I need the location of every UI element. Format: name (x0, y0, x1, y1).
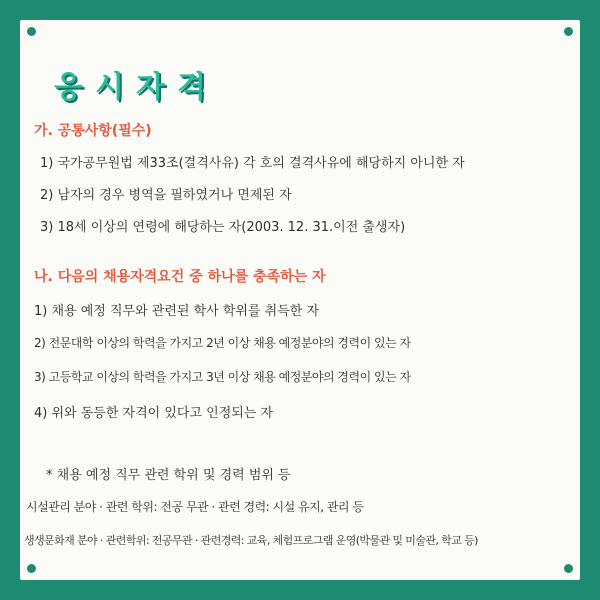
note-row-heritage: 생생문화재 분야 · 관련학위: 전공무관 · 관련경력: 교육, 체험프로그램 운영(박물관 및 미술관, 학교 등) (24, 534, 478, 547)
corner-dot (564, 27, 573, 36)
section-a-item-2: 2) 남자의 경우 병역을 필하였거나 면제된 자 (40, 188, 292, 203)
note-row-facility: 시설관리 분야 · 관련 학위: 전공 무관 · 관련 경력: 시설 유지, 관리 등 (26, 500, 364, 514)
section-a-heading: 가. 공통사항(필수) (34, 123, 152, 139)
section-b-heading: 나. 다음의 채용자격요건 중 하나를 충족하는 자 (34, 269, 326, 285)
section-b-item-3: 3) 고등학교 이상의 학력을 가지고 3년 이상 채용 예정분야의 경력이 있는 자 (34, 370, 411, 384)
corner-dot (27, 27, 36, 36)
note-heading: * 채용 예정 직무 관련 학위 및 경력 범위 등 (46, 468, 291, 483)
content-card (20, 20, 580, 580)
section-b-item-1: 1) 채용 예정 직무와 관련된 학사 학위를 취득한 자 (34, 304, 320, 319)
section-b-item-4: 4) 위와 동등한 자격이 있다고 인정되는 자 (34, 406, 274, 421)
page-title: 응시자격 (54, 70, 218, 105)
section-a-item-1: 1) 국가공무원법 제33조(결격사유) 각 호의 결격사유에 해당하지 아니한 자 (40, 156, 465, 171)
section-b-item-2: 2) 전문대학 이상의 학력을 가지고 2년 이상 채용 예정분야의 경력이 있는 자 (34, 336, 411, 350)
corner-dot (564, 564, 573, 573)
section-a-item-3: 3) 18세 이상의 연령에 해당하는 자(2003. 12. 31.이전 출생자) (40, 220, 406, 235)
corner-dot (27, 564, 36, 573)
